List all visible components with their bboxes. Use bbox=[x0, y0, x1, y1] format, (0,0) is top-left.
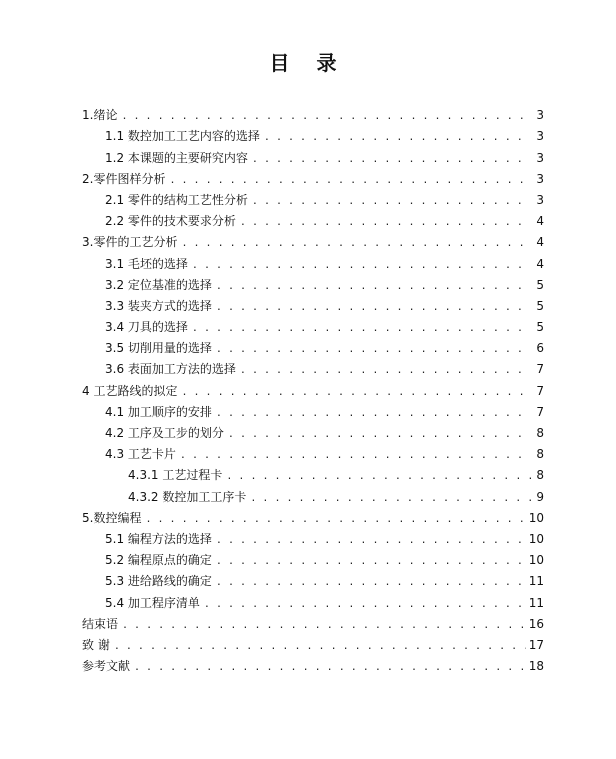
dot-leader bbox=[181, 386, 531, 399]
toc-entry[interactable] bbox=[82, 144, 544, 165]
toc-entry[interactable] bbox=[82, 505, 544, 526]
toc-entry-page-number: 3 bbox=[536, 150, 544, 165]
toc-entry-page-number: 4 bbox=[536, 214, 544, 229]
dot-leader bbox=[169, 174, 531, 187]
toc-entry-label: 5.1 编程方法的选择 bbox=[105, 531, 212, 546]
toc-entry-label: 4.3.2 数控加工工序卡 bbox=[128, 489, 247, 504]
dot-leader bbox=[192, 259, 531, 272]
dot-leader bbox=[216, 576, 526, 589]
toc-entry-label: 3.2 定位基准的选择 bbox=[105, 277, 212, 292]
toc-entry-label: 5.数控编程 bbox=[82, 510, 142, 525]
toc-entry[interactable] bbox=[82, 589, 544, 610]
dot-leader bbox=[252, 195, 531, 208]
toc-entry-page-number: 10 bbox=[528, 553, 544, 568]
toc-entry-label: 3.3 装夹方式的选择 bbox=[105, 298, 212, 313]
dot-leader bbox=[204, 598, 526, 611]
toc-entry-page-number: 4 bbox=[536, 256, 544, 271]
toc-entry-label: 4 工艺路线的拟定 bbox=[82, 383, 178, 398]
toc-entry-label: 致 谢 bbox=[82, 637, 110, 652]
dot-leader bbox=[228, 428, 531, 441]
toc-entry-label: 参考文献 bbox=[82, 659, 131, 674]
dot-leader bbox=[216, 301, 531, 314]
dot-leader bbox=[121, 110, 531, 123]
dot-leader bbox=[252, 153, 531, 166]
dot-leader bbox=[216, 555, 526, 568]
toc-entry-page-number: 6 bbox=[536, 341, 544, 356]
toc-entry-page-number: 3 bbox=[536, 171, 544, 186]
toc-entry-page-number: 5 bbox=[536, 298, 544, 313]
dot-leader bbox=[240, 216, 531, 229]
dot-leader bbox=[192, 322, 531, 335]
toc-entry-label: 3.4 刀具的选择 bbox=[105, 320, 188, 335]
toc-entry-page-number: 7 bbox=[536, 404, 544, 419]
toc-entry[interactable] bbox=[82, 250, 544, 271]
toc-entry[interactable] bbox=[82, 335, 544, 356]
toc-entry[interactable] bbox=[82, 611, 544, 632]
toc-entry-label: 1.1 数控加工工艺内容的选择 bbox=[105, 129, 260, 144]
dot-leader bbox=[114, 640, 526, 653]
toc-entry-label: 4.1 加工顺序的安排 bbox=[105, 404, 212, 419]
toc-entry[interactable] bbox=[82, 272, 544, 293]
toc-entry[interactable] bbox=[82, 547, 544, 568]
toc-entry-page-number: 4 bbox=[536, 235, 544, 250]
toc-entry-page-number: 3 bbox=[536, 192, 544, 207]
toc-entry-page-number: 10 bbox=[528, 531, 544, 546]
dot-leader bbox=[216, 407, 531, 420]
dot-leader bbox=[145, 513, 525, 526]
toc-entry-page-number: 8 bbox=[536, 468, 544, 483]
dot-leader bbox=[226, 470, 531, 483]
toc-entry-label: 5.2 编程原点的确定 bbox=[105, 553, 212, 568]
toc-entry-page-number: 17 bbox=[528, 637, 544, 652]
toc-entry[interactable] bbox=[82, 568, 544, 589]
dot-leader bbox=[180, 449, 531, 462]
toc-entry-page-number: 8 bbox=[536, 426, 544, 440]
toc-entry-page-number: 5 bbox=[536, 320, 544, 335]
toc-entry-label: 1.2 本课题的主要研究内容 bbox=[105, 150, 248, 165]
toc-entry-page-number: 10 bbox=[528, 510, 544, 525]
toc-entry[interactable] bbox=[82, 420, 544, 441]
toc-entry-page-number: 9 bbox=[536, 489, 544, 504]
toc-entry-page-number: 16 bbox=[528, 616, 544, 631]
toc-entry-label: 2.1 零件的结构工艺性分析 bbox=[105, 192, 248, 207]
dot-leader bbox=[216, 343, 531, 356]
toc-entry[interactable] bbox=[82, 356, 544, 377]
toc-entry-label: 4.3.1 工艺过程卡 bbox=[128, 468, 223, 483]
toc-entry[interactable] bbox=[82, 123, 544, 144]
toc-entry-page-number: 7 bbox=[536, 362, 544, 377]
dot-leader bbox=[240, 364, 531, 377]
toc-entry-label: 2.2 零件的技术要求分析 bbox=[105, 214, 236, 229]
dot-leader bbox=[181, 237, 531, 250]
toc-entry[interactable] bbox=[82, 102, 544, 123]
toc-entry-label: 3.零件的工艺分析 bbox=[82, 235, 178, 250]
toc-entry-label: 5.3 进给路线的确定 bbox=[105, 574, 212, 589]
toc-title: 目 录 bbox=[269, 51, 347, 75]
toc-entry-page-number: 11 bbox=[528, 595, 544, 610]
toc-entry[interactable] bbox=[82, 441, 544, 462]
toc-entry-page-number: 3 bbox=[536, 108, 544, 123]
dot-leader bbox=[122, 619, 526, 632]
toc-entry-label: 1.绪论 bbox=[82, 108, 118, 123]
toc-entry-page-number: 3 bbox=[536, 129, 544, 144]
toc-entry[interactable] bbox=[82, 208, 544, 229]
dot-leader bbox=[264, 131, 531, 144]
toc-entry[interactable] bbox=[82, 166, 544, 187]
toc-entry-label: 结束语 bbox=[82, 616, 119, 631]
toc-entry-page-number: 11 bbox=[528, 574, 544, 589]
toc-entry-page-number: 7 bbox=[536, 383, 544, 398]
toc-entry-label: 5.4 加工程序清单 bbox=[105, 595, 200, 610]
table-of-contents bbox=[82, 102, 544, 674]
toc-entry[interactable] bbox=[82, 632, 544, 653]
toc-entry[interactable] bbox=[82, 399, 544, 420]
toc-entry[interactable] bbox=[82, 229, 544, 250]
toc-entry-page-number: 8 bbox=[536, 447, 544, 462]
toc-entry-label: 3.6 表面加工方法的选择 bbox=[105, 362, 236, 377]
toc-entry-label: 4.2 工序及工步的划分 bbox=[105, 426, 224, 440]
toc-entry[interactable] bbox=[82, 462, 544, 483]
toc-entry[interactable] bbox=[82, 377, 544, 398]
dot-leader bbox=[216, 280, 531, 293]
toc-entry-label: 3.1 毛坯的选择 bbox=[105, 256, 188, 271]
toc-entry-page-number: 5 bbox=[536, 277, 544, 292]
toc-entry[interactable] bbox=[82, 187, 544, 208]
toc-entry-label: 4.3 工艺卡片 bbox=[105, 447, 176, 462]
dot-leader bbox=[216, 534, 526, 547]
toc-entry-label: 2.零件图样分析 bbox=[82, 171, 166, 186]
toc-entry[interactable] bbox=[82, 293, 544, 314]
dot-leader bbox=[250, 492, 531, 505]
toc-entry-label: 3.5 切削用量的选择 bbox=[105, 341, 212, 356]
dot-leader bbox=[134, 661, 526, 674]
toc-entry[interactable] bbox=[82, 483, 544, 504]
toc-entry[interactable] bbox=[82, 526, 544, 547]
toc-entry[interactable] bbox=[82, 314, 544, 335]
toc-entry-page-number: 18 bbox=[528, 659, 544, 674]
toc-entry[interactable] bbox=[82, 653, 544, 674]
